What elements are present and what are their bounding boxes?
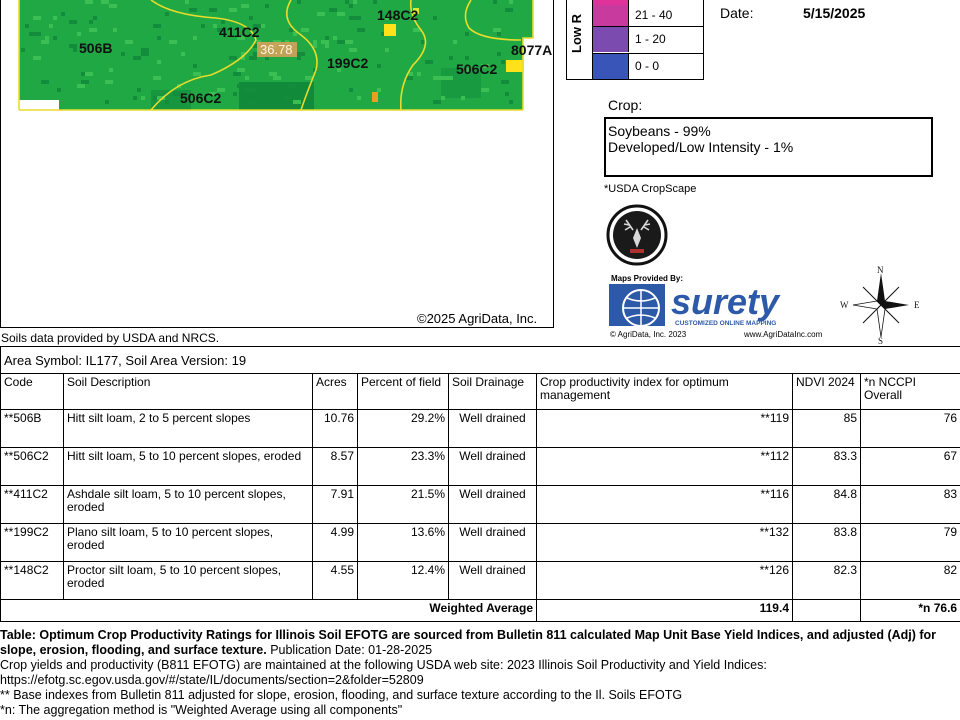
noise-pixel (481, 88, 489, 92)
noise-pixel (141, 48, 145, 52)
noise-pixel (293, 32, 297, 36)
crop-line: Developed/Low Intensity - 1% (608, 139, 794, 155)
crop-label: Crop: (608, 97, 643, 113)
noise-pixel (461, 96, 465, 100)
footnote-yields: Crop yields and productivity (B811 EFOTG) are maintained at the following USDA web site: 2023 Illinois Soil Productivity and Yield Indices: (0, 658, 767, 672)
area-symbol: Area Symbol: IL177, Soil Area Version: 19 (1, 347, 960, 374)
noise-pixel (445, 76, 453, 80)
col-header: Percent of field (358, 374, 449, 410)
noise-pixel (433, 100, 441, 104)
legend-row (593, 26, 704, 52)
noise-pixel (505, 92, 509, 96)
col-header: Soil Drainage (449, 374, 537, 410)
compass-rose-icon (838, 265, 924, 345)
noise-pixel (385, 48, 389, 52)
legend-row (593, 53, 704, 79)
noise-pixel (501, 80, 509, 84)
weighted-cpi: 119.4 (537, 600, 793, 622)
productivity-index: **126 (537, 562, 793, 600)
soil-drainage: Well drained (449, 524, 537, 562)
deer-logo-icon (606, 204, 668, 266)
ndvi-value: 83.8 (793, 524, 861, 562)
date-label: Date: (720, 5, 754, 21)
surety-tagline: CUSTOMIZED ONLINE MAPPING (675, 320, 777, 327)
noise-pixel (449, 56, 453, 60)
productivity-index: **116 (537, 486, 793, 524)
noise-pixel (145, 48, 149, 52)
noise-pixel (349, 88, 353, 92)
noise-pixel (409, 72, 413, 76)
noise-pixel (289, 84, 297, 88)
legend-range: 21 - 40 (635, 8, 673, 22)
noise-pixel (101, 0, 109, 4)
noise-pixel (109, 4, 117, 8)
noise-pixel (153, 24, 161, 28)
acres: 8.57 (313, 448, 358, 486)
noise-pixel (85, 72, 93, 76)
noise-pixel (209, 8, 217, 12)
noise-pixel (73, 48, 77, 52)
acres: 4.55 (313, 562, 358, 600)
noise-pixel (349, 16, 357, 20)
noise-pixel (245, 88, 249, 92)
table-row (1, 448, 960, 486)
noise-pixel (69, 44, 77, 48)
noise-pixel (49, 24, 53, 28)
noise-pixel (301, 28, 309, 32)
productivity-index: **119 (537, 410, 793, 448)
ndvi-value: 85 (793, 410, 861, 448)
soil-description: Hitt silt loam, 5 to 10 percent slopes, eroded (64, 448, 313, 486)
hotspot (506, 60, 524, 72)
productivity-index: **132 (537, 524, 793, 562)
noise-pixel (297, 52, 305, 56)
col-header: Soil Description (64, 374, 313, 410)
noise-pixel (333, 36, 337, 40)
noise-pixel (237, 68, 245, 72)
noise-pixel (297, 0, 301, 4)
surety-website[interactable]: www.AgriDataInc.com (744, 330, 823, 339)
noise-pixel (105, 100, 109, 104)
acres: 7.91 (313, 486, 358, 524)
noise-pixel (241, 4, 249, 8)
noise-pixel (237, 84, 241, 88)
noise-pixel (349, 48, 357, 52)
surety-copyright: © AgriData, Inc. 2023 (610, 330, 687, 339)
map-copyright: ©2025 AgriData, Inc. (417, 311, 538, 326)
percent-of-field: 29.2% (358, 410, 449, 448)
soil-code: **506B (1, 410, 64, 448)
noise-pixel (33, 56, 41, 60)
noise-pixel (417, 72, 421, 76)
soil-label: 506C2 (180, 90, 222, 106)
noise-pixel (233, 72, 241, 76)
soil-description: Ashdale silt loam, 5 to 10 percent slopes, eroded (64, 486, 313, 524)
noise-pixel (453, 40, 457, 44)
noise-pixel (193, 36, 197, 40)
noise-pixel (509, 100, 513, 104)
noise-pixel (21, 48, 25, 52)
soil-label: 199C2 (327, 55, 369, 71)
noise-pixel (505, 8, 513, 12)
col-header: NDVI 2024 (793, 374, 861, 410)
noise-pixel (181, 52, 185, 56)
noise-pixel (337, 12, 345, 16)
noise-pixel (249, 88, 257, 92)
legend-axis-title: Low R (567, 0, 593, 79)
date-value: 5/15/2025 (803, 5, 866, 21)
table-row (1, 486, 960, 524)
hotspot (372, 92, 378, 102)
noise-pixel (297, 56, 301, 60)
noise-pixel (61, 12, 65, 16)
noise-pixel (33, 16, 41, 20)
noise-pixel (109, 68, 113, 72)
soil-code: **199C2 (1, 524, 64, 562)
nccpi-value: 82 (861, 562, 960, 600)
soil-drainage: Well drained (449, 562, 537, 600)
noise-pixel (77, 32, 81, 36)
soil-code: **148C2 (1, 562, 64, 600)
noise-pixel (121, 52, 125, 56)
noise-pixel (349, 4, 353, 8)
noise-pixel (273, 76, 281, 80)
noise-pixel (41, 80, 49, 84)
footnote-aggregation: *n: The aggregation method is "Weighted Average using all components" (0, 703, 403, 717)
noise-pixel (313, 40, 317, 44)
noise-pixel (33, 32, 41, 36)
noise-pixel (261, 24, 265, 28)
noise-pixel (433, 16, 437, 20)
noise-pixel (357, 28, 365, 32)
noise-pixel (377, 64, 381, 68)
legend-swatch (593, 27, 629, 52)
acres: 10.76 (313, 410, 358, 448)
noise-pixel (133, 56, 141, 60)
footnote-base-index: ** Base indexes from Bulletin 811 adjusted for slope, erosion, flooding, and surface texture according to the Il. Soils EFOTG (0, 688, 683, 702)
noise-pixel (41, 40, 49, 44)
noise-pixel (357, 96, 361, 100)
noise-pixel (497, 32, 501, 36)
noise-pixel (105, 80, 113, 84)
noise-pixel (249, 100, 257, 104)
noise-pixel (465, 32, 469, 36)
noise-pixel (153, 96, 157, 100)
nccpi-value: 67 (861, 448, 960, 486)
noise-pixel (441, 96, 445, 100)
ndvi-value: 82.3 (793, 562, 861, 600)
noise-pixel (325, 44, 329, 48)
noise-pixel (425, 60, 433, 64)
noise-pixel (497, 52, 501, 56)
noise-pixel (53, 16, 57, 20)
noise-pixel (325, 36, 329, 40)
noise-pixel (249, 16, 253, 20)
legend-range: 1 - 20 (635, 32, 666, 46)
legend-swatch (593, 54, 629, 79)
weighted-nccpi: *n 76.6 (861, 600, 960, 622)
noise-pixel (193, 72, 201, 76)
noise-pixel (185, 0, 189, 4)
soil-drainage: Well drained (449, 448, 537, 486)
percent-of-field: 21.5% (358, 486, 449, 524)
noise-pixel (153, 76, 161, 80)
noise-pixel (89, 20, 93, 24)
soil-description: Plano silt loam, 5 to 10 percent slopes, eroded (64, 524, 313, 562)
noise-pixel (81, 80, 89, 84)
noise-pixel (509, 0, 513, 4)
noise-pixel (189, 8, 197, 12)
soil-label: 148C2 (377, 7, 419, 23)
soil-label: 411C2 (219, 24, 260, 40)
noise-pixel (337, 40, 345, 44)
surety-logo (609, 284, 834, 328)
weighted-average-label: Weighted Average (1, 600, 537, 622)
noise-pixel (229, 8, 237, 12)
ndvi-legend (566, 0, 704, 80)
noise-pixel (353, 0, 357, 4)
noise-pixel (141, 52, 149, 56)
noise-pixel (377, 88, 381, 92)
noise-pixel (345, 0, 349, 4)
productivity-index: **112 (537, 448, 793, 486)
noise-pixel (437, 76, 445, 80)
noise-pixel (493, 0, 497, 4)
crop-line: Soybeans - 99% (608, 123, 711, 139)
legend-row (593, 0, 704, 26)
noise-pixel (245, 76, 249, 80)
weighted-average-row (1, 600, 960, 622)
noise-pixel (133, 96, 137, 100)
ndvi-map[interactable] (0, 0, 554, 328)
percent-of-field: 12.4% (358, 562, 449, 600)
acreage-label: 36.78 (260, 42, 293, 57)
col-header: Crop productivity index for optimum management (537, 374, 793, 410)
noise-pixel (321, 40, 329, 44)
soil-drainage: Well drained (449, 486, 537, 524)
noise-pixel (493, 28, 501, 32)
compass-s: S (878, 336, 884, 345)
noise-pixel (373, 0, 377, 4)
soil-table (0, 346, 960, 622)
surety-wordmark: surety (671, 284, 780, 322)
soils-source-note: Soils data provided by USDA and NRCS. (1, 331, 220, 345)
footnote-table-source: Table: Optimum Crop Productivity Ratings for Illinois Soil EFOTG are sourced from Bulletin 811 calculated Map Unit Base Yield Indices, and adjusted (Adj) for slope, erosion, flooding, and surface texture. Publication Date: 01-28-2025 (0, 628, 937, 657)
noise-pixel (157, 36, 161, 40)
noise-pixel (269, 72, 277, 76)
field-map-canvas (1, 0, 554, 328)
table-header-row (1, 374, 960, 410)
noise-pixel (157, 60, 161, 64)
noise-pixel (285, 96, 289, 100)
percent-of-field: 13.6% (358, 524, 449, 562)
noise-pixel (193, 64, 197, 68)
noise-pixel (169, 40, 177, 44)
compass-e: E (914, 300, 920, 310)
field-notch (19, 100, 59, 110)
noise-pixel (165, 100, 169, 104)
soil-drainage: Well drained (449, 410, 537, 448)
nccpi-value: 79 (861, 524, 960, 562)
compass-w: W (840, 300, 849, 310)
col-header: Acres (313, 374, 358, 410)
noise-pixel (113, 28, 117, 32)
noise-pixel (141, 96, 145, 100)
noise-pixel (125, 40, 133, 44)
soil-label: 8077A (511, 42, 553, 58)
footnote-url[interactable]: https://efotg.sc.egov.usda.gov/#/state/IL/documents/section=2&folder=52809 (0, 673, 424, 687)
soil-label: 506B (79, 40, 113, 56)
noise-pixel (213, 24, 217, 28)
table-row (1, 524, 960, 562)
noise-pixel (229, 56, 237, 60)
noise-pixel (57, 88, 61, 92)
soil-description: Proctor silt loam, 5 to 10 percent slopes, eroded (64, 562, 313, 600)
noise-pixel (137, 88, 141, 92)
nccpi-value: 83 (861, 486, 960, 524)
noise-pixel (329, 8, 333, 12)
ndvi-value: 84.8 (793, 486, 861, 524)
noise-pixel (93, 16, 97, 20)
col-header: *n NCCPI Overall (861, 374, 960, 410)
noise-pixel (25, 24, 29, 28)
noise-pixel (421, 40, 425, 44)
noise-pixel (77, 84, 85, 88)
noise-pixel (265, 4, 269, 8)
soil-code: **506C2 (1, 448, 64, 486)
percent-of-field: 23.3% (358, 448, 449, 486)
noise-pixel (53, 36, 57, 40)
noise-pixel (69, 20, 77, 24)
soil-description: Hitt silt loam, 2 to 5 percent slopes (64, 410, 313, 448)
footnotes (0, 628, 960, 718)
col-header: Code (1, 374, 64, 410)
acres: 4.99 (313, 524, 358, 562)
noise-pixel (293, 100, 301, 104)
table-row (1, 562, 960, 600)
soil-label: 506C2 (456, 61, 498, 77)
noise-pixel (85, 0, 93, 4)
maps-provided-label: Maps Provided By: (611, 274, 684, 283)
nccpi-value: 76 (861, 410, 960, 448)
noise-pixel (345, 40, 353, 44)
noise-pixel (201, 24, 205, 28)
noise-pixel (233, 92, 237, 96)
noise-pixel (249, 56, 257, 60)
table-row (1, 410, 960, 448)
weighted-ndvi (793, 600, 861, 622)
legend-range: 0 - 0 (635, 59, 660, 73)
noise-pixel (465, 56, 469, 60)
crop-source: *USDA CropScape (604, 183, 697, 195)
noise-pixel (165, 12, 169, 16)
noise-pixel (501, 60, 505, 64)
ndvi-value: 83.3 (793, 448, 861, 486)
noise-pixel (89, 28, 97, 32)
compass-n: N (877, 265, 884, 275)
legend-swatch (593, 5, 629, 26)
soil-code: **411C2 (1, 486, 64, 524)
noise-pixel (317, 12, 325, 16)
noise-pixel (333, 8, 337, 12)
noise-pixel (45, 36, 49, 40)
crop-box (604, 117, 933, 177)
hotspot (384, 24, 396, 36)
